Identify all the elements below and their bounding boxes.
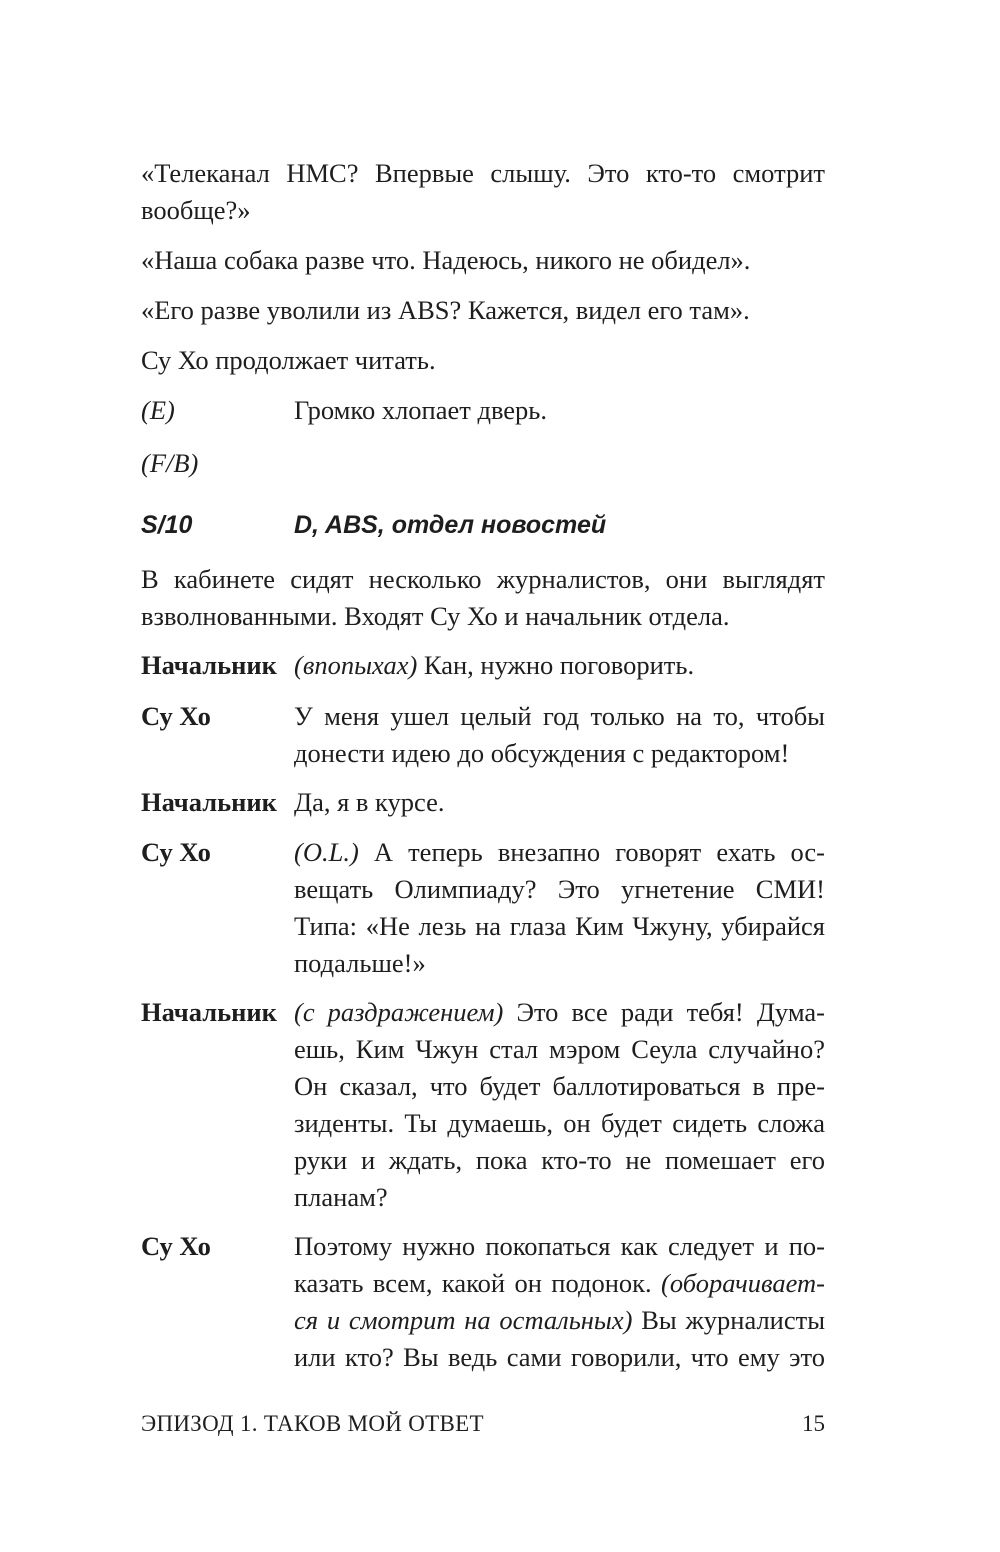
speech-line: подальше!» [294, 948, 426, 978]
speaker-name: Су Хо [141, 837, 211, 867]
quote-line-1a: «Телеканал НМС? Впервые слышу. Это кто-то смотрит [141, 158, 825, 188]
speaker-name: Су Хо [141, 701, 211, 731]
speech-line: ешь, Ким Чжун стал мэром Сеула случайно? [294, 1034, 825, 1064]
description-line-1: В кабинете сидят несколько журналистов, они выглядят [141, 564, 825, 594]
speech-fragment: Это все ради тебя! Дума- [503, 997, 825, 1027]
stage-direction: (с раздражением) [294, 997, 504, 1027]
scene-number: S/10 [141, 511, 193, 539]
action-line: Су Хо продолжает читать. [141, 345, 436, 375]
speech-text [294, 647, 825, 684]
speech-fragment: А теперь внезапно говорят ехать ос- [358, 837, 825, 867]
speech-fragment: казать всем, какой он подонок. [294, 1268, 662, 1298]
speech-line: У меня ушел целый год только на то, чтобы [294, 701, 825, 731]
quote-line-2: «Наша собака разве что. Надеюсь, никого не обидел». [141, 245, 751, 275]
speech-line: донести идею до обсуждения с редактором! [294, 738, 790, 768]
speech-text [294, 834, 825, 982]
speech-line: Типа: «Не лезь на глаза Ким Чжуну, убирайся [294, 911, 825, 941]
speech-text [294, 1228, 825, 1376]
page-number: 15 [802, 1411, 825, 1436]
cue-e-text: Громко хлопает дверь. [294, 395, 548, 425]
speech-line: или кто? Вы ведь сами говорили, что ему это [294, 1342, 825, 1372]
speaker-name: Су Хо [141, 1231, 211, 1261]
scene-title: D, ABS, отдел новостей [294, 511, 607, 539]
scene-description [141, 561, 825, 635]
speech-line: руки и ждать, пока кто-то не помешает его [294, 1145, 825, 1175]
speech-fragment: Вы журналисты [632, 1305, 825, 1335]
speech-line [294, 1302, 825, 1339]
quote-line-3: «Его разве уволили из ABS? Кажется, видел его там». [141, 295, 750, 325]
speech-line [294, 994, 825, 1031]
speech-line: зиденты. Ты думаешь, он будет сидеть сложа [294, 1108, 825, 1138]
description-line-2: взволнованными. Входят Су Хо и начальник отдела. [141, 601, 730, 631]
speech-text [294, 698, 825, 772]
cue-fb-label: (F/B) [141, 448, 199, 478]
cue-e-label: (E) [141, 395, 175, 425]
stage-direction: (впопыхах) [294, 650, 418, 680]
speech-line: планам? [294, 1182, 388, 1212]
speech-line: Он сказал, что будет баллотироваться в пре- [294, 1071, 825, 1101]
speech-line: вещать Олимпиаду? Это угнетение СМИ! [294, 874, 825, 904]
speech-line [294, 1265, 825, 1302]
speech-line: Поэтому нужно покопаться как следует и по- [294, 1231, 825, 1261]
speaker-name: Начальник [141, 650, 277, 680]
speech-text: Да, я в курсе. [294, 787, 445, 817]
speech-text [294, 994, 825, 1216]
speech-line: Кан, нужно поговорить. [417, 650, 695, 680]
speech-line [294, 834, 825, 871]
stage-direction: (O.L.) [294, 837, 359, 867]
stage-direction: ся и смотрит на остальных) [294, 1305, 633, 1335]
stage-direction: (оборачивает- [661, 1268, 825, 1298]
speaker-name: Начальник [141, 997, 277, 1027]
quote-line-1b: вообще?» [141, 195, 251, 225]
quote-line-1 [141, 155, 825, 229]
speaker-name: Начальник [141, 787, 277, 817]
running-title: ЭПИЗОД 1. ТАКОВ МОЙ ОТВЕТ [141, 1411, 484, 1436]
